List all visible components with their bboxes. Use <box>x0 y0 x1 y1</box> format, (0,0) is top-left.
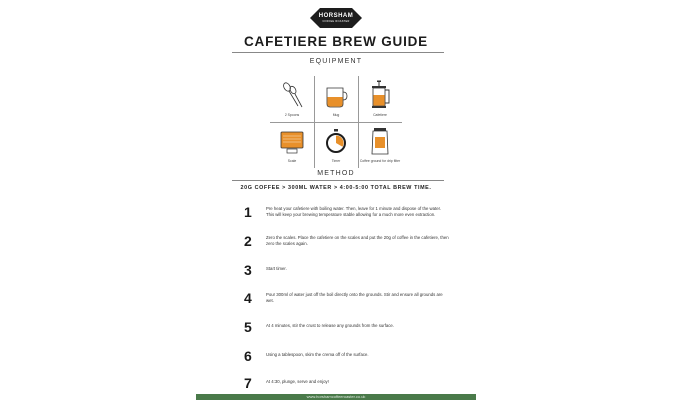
equipment-grid <box>270 76 402 168</box>
equipment-item-spoons <box>270 76 314 122</box>
method-step <box>244 204 454 230</box>
brew-ratio: 20G COFFEE > 300ML WATER > 4:00-5:00 TOTAL BREW TIME. <box>240 185 432 191</box>
footer-bar <box>196 394 476 400</box>
equipment-label: Mug <box>332 113 340 117</box>
method-step <box>244 262 454 288</box>
method-step <box>244 348 454 374</box>
step-number: 7 <box>244 375 252 391</box>
method-divider <box>232 180 444 181</box>
step-text: At 4 minutes, stir the crust to release any grounds from the surface. <box>266 323 395 328</box>
equipment-item-cafetiere <box>358 76 402 122</box>
step-text: Start timer. <box>266 266 287 271</box>
equipment-label: Scale <box>287 159 297 163</box>
equipment-label: Timer <box>331 159 341 163</box>
step-text: At 4:30, plunge, serve and enjoy! <box>266 379 329 384</box>
equipment-label: 2 Spoons <box>284 113 300 117</box>
brand-subtitle: COFFEE ROASTER <box>322 20 350 23</box>
cafetiere-icon <box>368 80 392 110</box>
step-text: Using a tablespoon, skim the crema off of the surface. <box>266 352 369 357</box>
equipment-label: Cafetiere <box>373 113 387 117</box>
equipment-item-mug <box>314 76 358 122</box>
step-number: 2 <box>244 233 252 249</box>
coffee-bag-icon <box>368 126 392 156</box>
equipment-item-coffee <box>358 122 402 168</box>
method-step <box>244 319 454 345</box>
title-divider <box>232 52 444 53</box>
footer-website[interactable]: www.horshamcoffeeroaster.co.uk <box>306 394 366 399</box>
brand-name: HORSHAM <box>318 13 354 19</box>
scale-icon <box>280 126 304 156</box>
equipment-item-timer <box>314 122 358 168</box>
method-step <box>244 233 454 259</box>
step-number: 5 <box>244 319 252 335</box>
page-title: CAFETIERE BREW GUIDE <box>243 34 428 49</box>
timer-icon <box>324 126 348 156</box>
step-text: Pre heat your cafetiere with boiling water. Then, leave for 1 minute and dispose of the water. This will keep your brewing temperature stable allowing for a much more even extraction. <box>266 206 442 218</box>
mug-icon <box>324 80 348 110</box>
step-number: 6 <box>244 348 252 364</box>
step-number: 4 <box>244 290 252 306</box>
equipment-label: Coffee ground for drip filter <box>359 159 401 163</box>
step-text: Zero the scales. Place the cafetiere on the scales and put the 20g of coffee in the cafetiere, then zero the scales again. <box>266 235 449 247</box>
method-step <box>244 290 454 316</box>
equipment-heading: EQUIPMENT <box>309 58 363 65</box>
brew-guide-page <box>196 0 476 400</box>
step-number: 1 <box>244 204 252 220</box>
spoons-icon <box>280 80 304 110</box>
equipment-item-scale <box>270 122 314 168</box>
step-text: Pour 300ml of water just off the boil directly onto the grounds. Stir and ensure all grounds are wet. <box>266 292 443 304</box>
method-heading: METHOD <box>317 170 355 177</box>
brand-logo <box>310 6 362 30</box>
step-number: 3 <box>244 262 252 278</box>
